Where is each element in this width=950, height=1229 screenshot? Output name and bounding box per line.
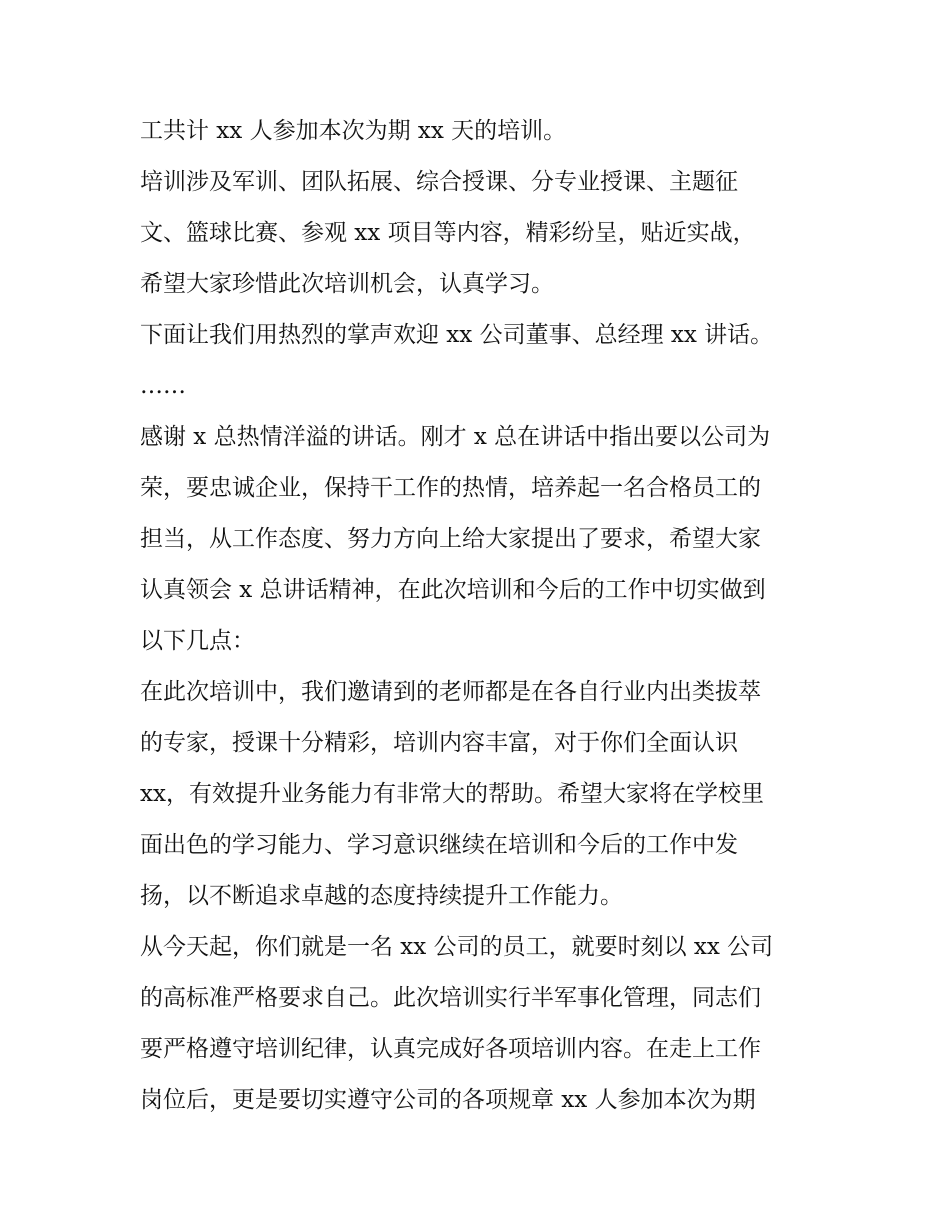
- text-line: 希望大家珍惜此次培训机会，认真学习。: [140, 271, 554, 297]
- text-line: 的专家，授课十分精彩，培训内容丰富，对于你们全面认识: [140, 730, 738, 756]
- text-line: 面出色的学习能力、学习意识继续在培训和今后的工作中发: [140, 832, 738, 858]
- text-line: 岗位后，更是要切实遵守公司的各项规章 xx 人参加本次为期: [140, 1087, 756, 1113]
- text-line: 下面让我们用热烈的掌声欢迎 xx 公司董事、总经理 xx 讲话。: [140, 322, 774, 348]
- text-line: 以下几点：: [140, 628, 255, 654]
- text-line: 从今天起，你们就是一名 xx 公司的员工，就要时刻以 xx 公司: [140, 934, 774, 960]
- document-body: [140, 106, 820, 1126]
- text-line: 扬，以不断追求卓越的态度持续提升工作能力。: [140, 883, 623, 909]
- text-line: xx，有效提升业务能力有非常大的帮助。希望大家将在学校里: [140, 781, 764, 807]
- text-line: 认真领会 x 总讲话精神，在此次培训和今后的工作中切实做到: [140, 577, 766, 603]
- text-line: 培训涉及军训、团队拓展、综合授课、分专业授课、主题征: [140, 169, 738, 195]
- text-line: 荣，要忠诚企业，保持干工作的热情，培养起一名合格员工的: [140, 475, 761, 501]
- text-line: 文、篮球比赛、参观 xx 项目等内容，精彩纷呈，贴近实战，: [140, 220, 756, 246]
- text-line: 的高标准严格要求自己。此次培训实行半军事化管理，同志们: [140, 985, 761, 1011]
- text-line: ……: [140, 373, 186, 399]
- text-line: 要严格遵守培训纪律，认真完成好各项培训内容。在走上工作: [140, 1036, 761, 1062]
- text-line: 在此次培训中，我们邀请到的老师都是在各自行业内出类拔萃: [140, 679, 761, 705]
- text-line: 担当，从工作态度、努力方向上给大家提出了要求，希望大家: [140, 526, 761, 552]
- text-line: 感谢 x 总热情洋溢的讲话。刚才 x 总在讲话中指出要以公司为: [140, 424, 771, 450]
- text-line: 工共计 xx 人参加本次为期 xx 天的培训。: [140, 118, 567, 144]
